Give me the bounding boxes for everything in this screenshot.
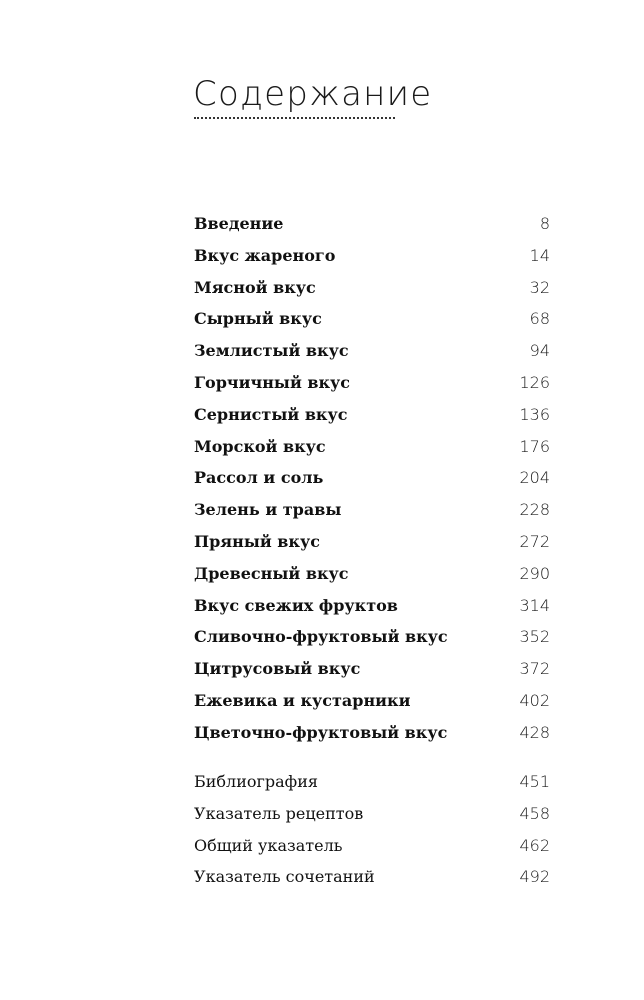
title-dotted-rule — [194, 117, 395, 119]
toc-entry-page-number: 204 — [519, 468, 550, 488]
toc-chapters-list — [194, 208, 550, 749]
toc-entry-title: Вкус жареного — [194, 245, 336, 265]
toc-entry-page-number: 136 — [519, 404, 550, 424]
toc-entry-title: Вкус свежих фруктов — [194, 595, 398, 615]
toc-entry-title: Введение — [194, 214, 284, 233]
toc-entry — [194, 494, 550, 526]
toc-entry-title: Цветочно-фруктовый вкус — [194, 722, 448, 742]
toc-entry — [194, 653, 550, 685]
toc-entry — [194, 558, 550, 590]
toc-entry — [194, 272, 550, 304]
toc-entry — [194, 208, 550, 240]
toc-entry-title: Землистый вкус — [194, 341, 349, 361]
toc-entry — [194, 590, 550, 622]
toc-entry — [194, 303, 550, 335]
toc-entry-page-number: 94 — [529, 341, 550, 361]
toc-entry — [194, 367, 550, 399]
toc-entry-title: Библиография — [194, 772, 318, 791]
page-title: Содержание — [193, 74, 433, 114]
toc-entry-page-number: 8 — [539, 214, 550, 233]
toc-entry — [194, 766, 550, 798]
toc-entry-page-number: 492 — [519, 867, 550, 887]
toc-entry-page-number: 126 — [519, 372, 550, 392]
toc-entry — [194, 717, 550, 749]
toc-entry — [194, 526, 550, 558]
toc-entry-title: Горчичный вкус — [194, 372, 351, 392]
toc-entry-page-number: 428 — [519, 722, 550, 742]
toc-entry-page-number: 68 — [529, 309, 550, 329]
toc-entry-page-number: 372 — [519, 659, 550, 679]
toc-entry — [194, 685, 550, 717]
toc-backmatter-list — [194, 766, 550, 893]
toc-entry — [194, 798, 550, 830]
toc-entry-title: Сырный вкус — [194, 309, 322, 329]
toc-entry-page-number: 458 — [519, 803, 550, 823]
toc-entry-page-number: 402 — [519, 690, 550, 710]
toc-entry-page-number: 32 — [529, 277, 550, 297]
toc-entry — [194, 462, 550, 494]
toc-entry — [194, 399, 550, 431]
toc-entry-title: Указатель рецептов — [194, 803, 364, 823]
toc-entry-title: Рассол и соль — [194, 468, 324, 488]
toc-entry — [194, 621, 550, 653]
toc-entry — [194, 431, 550, 463]
toc-entry-page-number: 228 — [519, 500, 550, 520]
toc-entry-title: Сливочно-фруктовый вкус — [194, 627, 448, 647]
toc-entry-title: Общий указатель — [194, 835, 343, 855]
toc-entry-title: Ежевика и кустарники — [194, 690, 411, 710]
toc-entry-page-number: 272 — [519, 531, 550, 551]
toc-entry — [194, 335, 550, 367]
toc-entry-page-number: 352 — [519, 627, 550, 647]
toc-entry-page-number: 176 — [519, 436, 550, 456]
toc-entry-title: Пряный вкус — [194, 531, 320, 551]
toc-entry-page-number: 14 — [529, 245, 550, 265]
toc-entry — [194, 861, 550, 893]
toc-entry — [194, 240, 550, 272]
toc-entry-title: Зелень и травы — [194, 500, 342, 520]
toc-entry-page-number: 462 — [519, 835, 550, 855]
toc-entry-page-number: 451 — [519, 772, 550, 791]
toc-entry-title: Древесный вкус — [194, 563, 349, 583]
toc-entry-title: Мясной вкус — [194, 277, 316, 297]
toc-entry-title: Указатель сочетаний — [194, 867, 375, 887]
toc-entry-title: Цитрусовый вкус — [194, 659, 361, 679]
toc-entry-page-number: 314 — [519, 595, 550, 615]
toc-entry-title: Сернистый вкус — [194, 404, 348, 424]
toc-entry-page-number: 290 — [519, 563, 550, 583]
toc-entry — [194, 830, 550, 862]
toc-entry-title: Морской вкус — [194, 436, 326, 456]
